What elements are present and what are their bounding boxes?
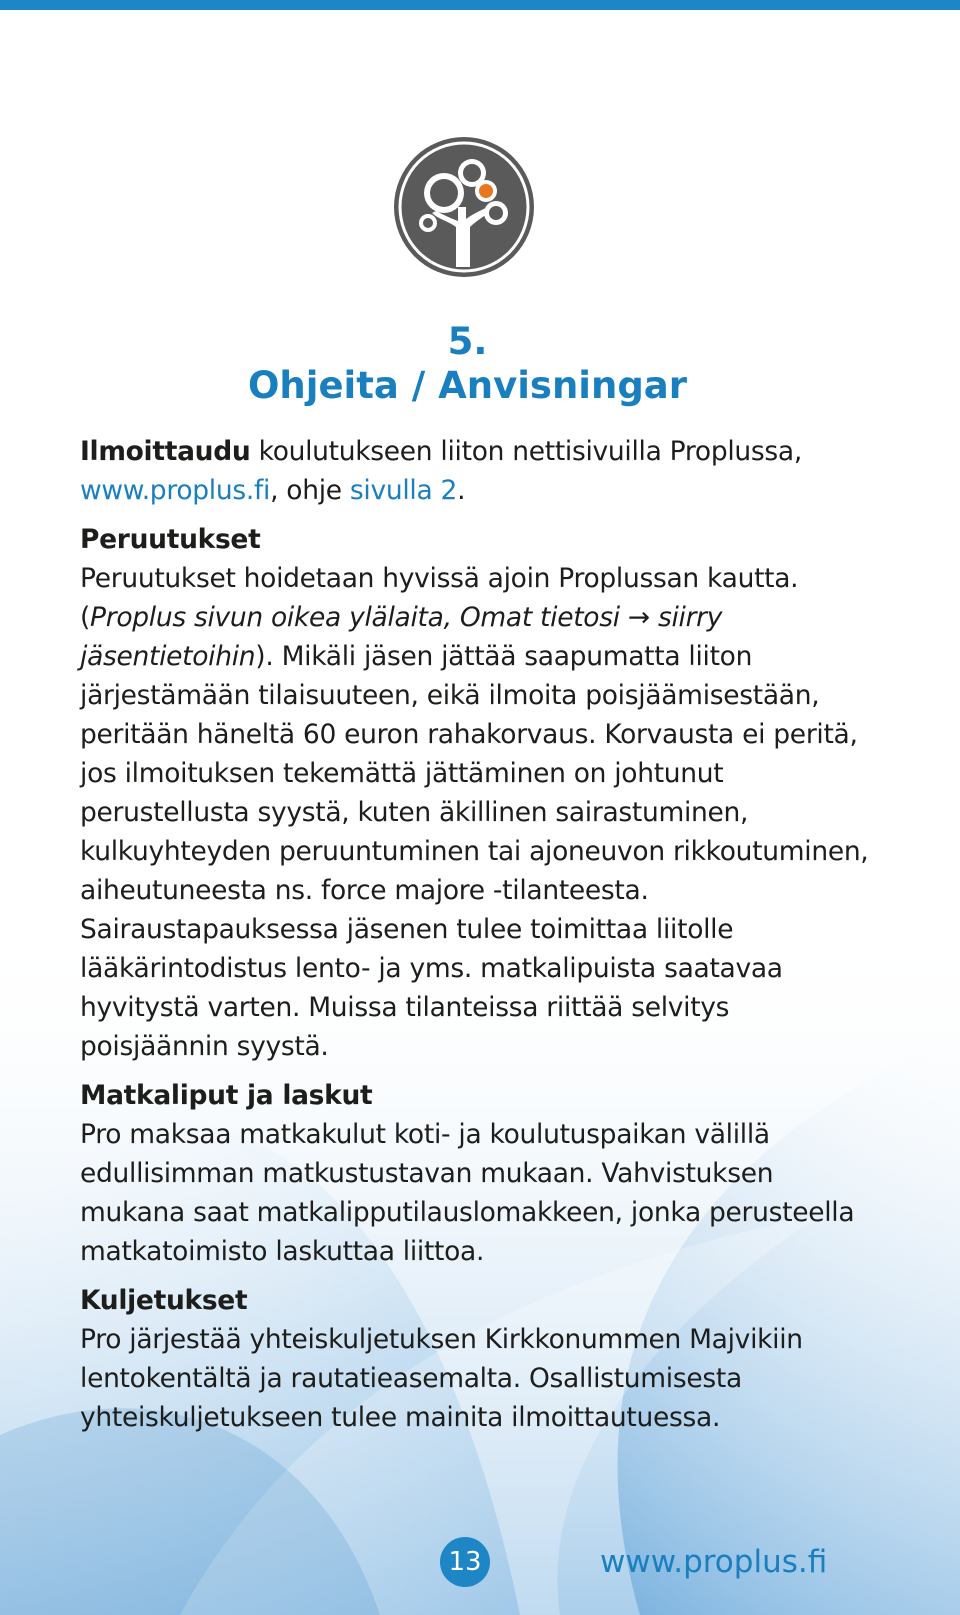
section-title: Ohjeita / Anvisningar (247, 364, 688, 407)
section-number: 5. (447, 320, 488, 363)
matkaliput-text: Pro maksaa matkakulut koti- ja koulutuspaikan välillä edullisimman matkustustavan mukaan. Vahvistuksen mukana saat matkalipputilauslomakkeen, jonka perusteella matkatoimisto laskuttaa liittoa. (80, 1119, 855, 1267)
peruutukset-title: Peruutukset (80, 524, 261, 555)
page-2-link[interactable]: sivulla 2 (349, 475, 458, 506)
intro-text-3: . (457, 475, 466, 506)
intro-text-2: , ohje (270, 475, 350, 506)
peruutukset-italic-1: Proplus sivun oikea ylälaita, Omat tietosi (90, 602, 620, 633)
instructions-body (80, 432, 870, 1437)
peruutukset-text (80, 559, 870, 1066)
section-heading (0, 320, 935, 408)
footer-url-link[interactable]: www.proplus.fi (600, 1544, 828, 1580)
arrow-icon: → (619, 602, 658, 633)
matkaliput-title: Matkaliput ja laskut (80, 1080, 373, 1111)
intro-text: koulutukseen liiton nettisivuilla Proplussa, (250, 436, 802, 467)
top-bar (0, 0, 960, 10)
proplus-link[interactable]: www.proplus.fi (80, 475, 271, 506)
peruutukset-italic-2: siirry jäsentietoihin (80, 602, 723, 672)
intro-bold: Ilmoittaudu (80, 436, 251, 467)
kuljetukset-text: Pro järjestää yhteiskuljetuksen Kirkkonummen Majvikiin lentokentältä ja rautatieasemalta. Osallistumisesta yhteiskuljetukseen tulee mainita ilmoittautuessa. (80, 1324, 803, 1433)
peruutukset-rest: ). Mikäli jäsen jättää saapumatta liiton järjestämään tilaisuuteen, eikä ilmoita poisjäämisestään, peritään häneltä 60 euron rahakorvaus. Korvausta ei peritä, jos ilmoituksen tekemättä jättäminen on johtunut perustellusta syystä, kuten äkillinen sairastuminen, kulkuyhteyden peruuntuminen tai ajoneuvon rikkoutuminen, aiheutuneesta ns. force majore -tilanteesta. Sairaustapauksessa jäsenen tulee toimittaa liitolle lääkärintodistus lento- ja yms. matkalipuista saatavaa hyvitystä varten. Muissa tilanteissa riittää selvitys poisjäännin syystä. (80, 641, 869, 1062)
proplus-tree-logo (392, 135, 536, 279)
kuljetukset-title: Kuljetukset (80, 1285, 248, 1316)
peruutukset-line: Peruutukset hoidetaan hyvissä ajoin Proplussan kautta. ( (80, 563, 799, 633)
page-number-badge: 13 (440, 1537, 490, 1587)
intro-paragraph (80, 432, 870, 510)
